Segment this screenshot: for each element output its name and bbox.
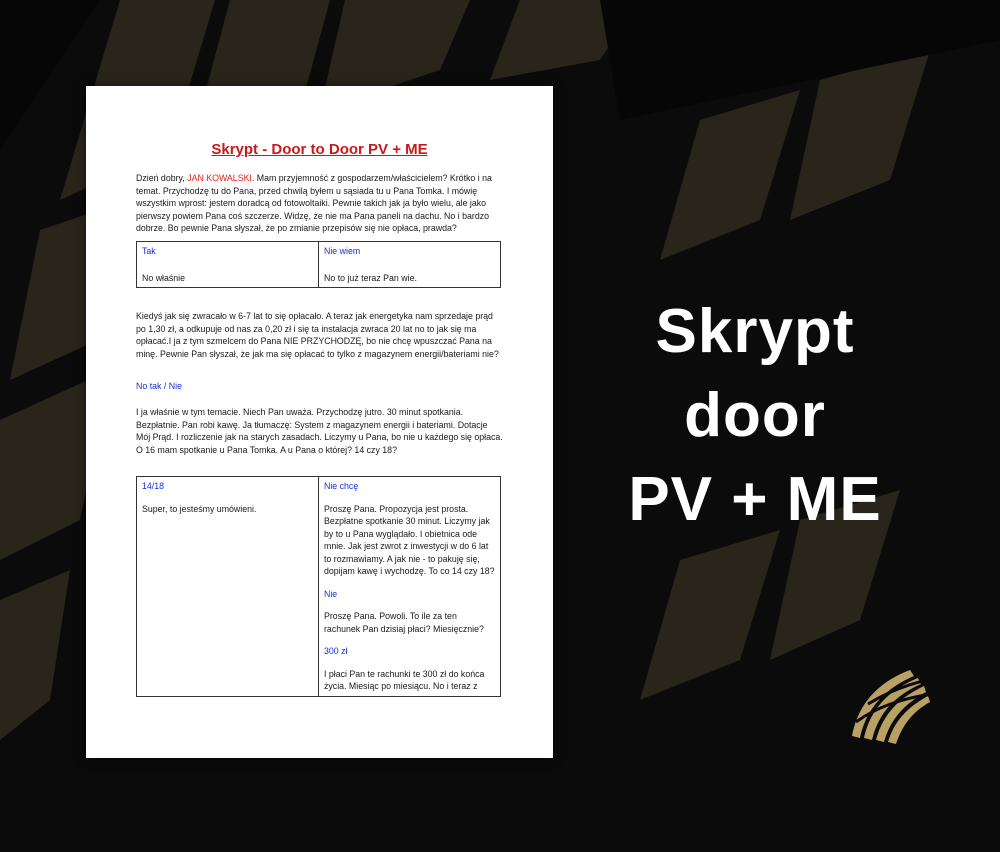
customer-name: JAN KOWALSKI <box>187 173 252 183</box>
gold-stripes-logo-icon <box>848 664 934 744</box>
script-document <box>86 86 553 758</box>
answers-table-1 <box>136 241 501 288</box>
answer-cell-nie-wiem <box>319 242 501 288</box>
answer-cell-nie-chce <box>319 477 501 697</box>
answer-cell-tak <box>137 242 319 288</box>
headline-line-1: Skrypt <box>655 297 855 366</box>
intro-prefix: Dzień dobry, <box>136 173 188 183</box>
answer-label-nie: Nie <box>324 588 338 599</box>
headline <box>600 290 910 542</box>
answer-no-tak-nie: No tak / Nie <box>136 381 182 391</box>
headline-line-3: PV + ME <box>628 465 882 534</box>
document-title: Skrypt - Door to Door PV + ME <box>211 141 428 158</box>
answers-table-2 <box>136 476 501 697</box>
paragraph-3: I ja właśnie w tym temacie. Niech Pan uważa. Przychodzę jutro. 30 minut spotkania. Bezpłatnie. Pan robi kawę. Ja tłumaczę: System z magazynem energii i bateriami. Dotacje Mój Prąd. I rozliczenie jak na starych zasadach. Liczymy u Pana, bo nie u każdego się opłaca. O 16 mam spotkanie u Pana Tomka. A u Pana o której? 14 czy 18? <box>136 407 503 455</box>
answer-text-tak: No właśnie <box>142 272 186 283</box>
intro-paragraph <box>136 172 504 235</box>
intro-text: . Mam przyjemność z gospodarzem/właścicielem? Krótko i na temat. Przychodzę tu do Pana, przed chwilą byłem u sąsiada tu u Pana Tomka. I mówię wszystkim wprost: jestem doradcą od fotowoltaiki. Pewnie takich jak ja było wielu, ale jako pierwszy powiem Pana coś szczerze. Widzę, że nie ma Pana paneli na dachu. No i bardzo dobrze. Bo pewnie Pana słyszał, że po zmianie przepisów się nie opłaca, prawda? <box>136 173 492 233</box>
answer-text-nie-wiem: No to już teraz Pan wie. <box>324 272 417 283</box>
paragraph-2: Kiedyś jak się zwracało w 6-7 lat to się opłacało. A teraz jak energetyka nam sprzedaje prąd po 1,30 zł, a odkupuje od nas za 0,20 zł i się ta instalacja zwraca 20 lat no to jak się ma opłacać.I ja z tym szmelcem do Pana NIE PRZYCHODZĘ, bo nie chcę wpuszczać Pana na minę. Pewnie Pan słyszał, że jak ma się opłacać to tylko z magazynem energii/bateriami nie? <box>136 311 499 359</box>
headline-line-2: door <box>684 381 826 450</box>
answer-label-300-zl: 300 zł <box>324 646 348 656</box>
answer-label-tak: Tak <box>142 246 156 256</box>
answer-label-nie-wiem: Nie wiem <box>324 246 361 256</box>
answer-cell-14-18 <box>137 477 319 697</box>
answer-text-nie: Proszę Pana. Powoli. To ile za ten rachunek Pan dzisiaj płaci? Miesięcznie? <box>324 611 484 634</box>
answer-text-14-18: Super, to jesteśmy umówieni. <box>142 503 257 514</box>
answer-label-nie-chce: Nie chcę <box>324 481 359 491</box>
answer-label-14-18: 14/18 <box>142 481 165 491</box>
answer-text-nie-chce: Proszę Pana. Propozycja jest prosta. Bezpłatne spotkanie 30 minut. Liczymy jak by to u Pana wyglądało. I obietnica ode mnie. Jak jest zwrot z inwestycji w do 6 lat to rozmawiamy. A jak nie - to pakuję się, dopijam kawę i wychodzę. To co 14 czy 18? <box>324 503 495 576</box>
answer-text-300-zl: I płaci Pan te rachunki te 300 zł do końca życia. Miesiąc po miesiącu. No i teraz z <box>324 668 485 691</box>
